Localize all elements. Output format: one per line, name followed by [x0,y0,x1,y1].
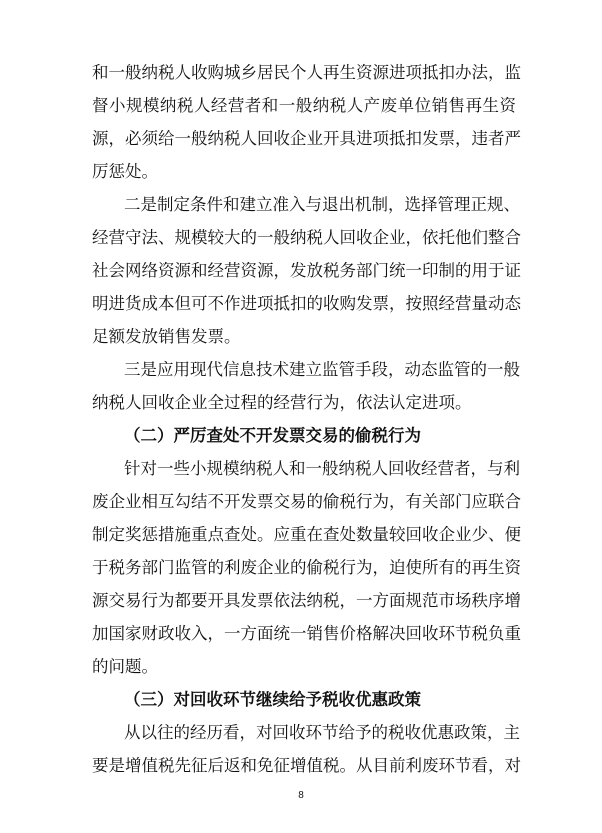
paragraph-line: 制定奖惩措施重点查处。应重在查处数量较回收企业少、便 [92,525,521,544]
paragraph-line: 经营守法、规模较大的一般纳税人回收企业，依托他们整合 [92,228,521,247]
paragraph-line: 于税务部门监管的利废企业的偷税行为，迫使所有的再生资 [92,558,521,577]
paragraph-line: 督小规模纳税人经营者和一般纳税人产废单位销售再生资 [92,96,516,115]
paragraph-line: 要是增值税先征后返和免征增值税。从目前利废环节看，对 [92,756,521,775]
section-heading: （二）严厉查处不开发票交易的偷税行为 [124,426,421,445]
paragraph-line: 源交易行为都要开具发票依法纳税，一方面规范市场秩序增 [92,591,521,610]
paragraph-line: 社会网络资源和经营资源，发放税务部门统一印制的用于证 [92,261,521,280]
paragraph-line: 三是应用现代信息技术建立监管手段，动态监管的一般 [124,360,520,379]
paragraph-line: 针对一些小规模纳税人和一般纳税人回收经营者，与利 [124,459,520,478]
paragraph-line: 从以往的经历看，对回收环节给予的税收优惠政策，主 [124,723,520,742]
section-heading: （三）对回收环节继续给予税收优惠政策 [124,690,421,709]
page-number: 8 [298,790,304,801]
paragraph-line: 厉惩处。 [92,162,158,181]
paragraph-line: 废企业相互勾结不开发票交易的偷税行为，有关部门应联合 [92,492,521,511]
paragraph-line: 加国家财政收入，一方面统一销售价格解决回收环节税负重 [92,624,521,643]
paragraph-line: 足额发放销售发票。 [92,327,241,346]
paragraph-line: 和一般纳税人收购城乡居民个人再生资源进项抵扣办法，监 [92,63,521,82]
paragraph-line: 明进货成本但可不作进项抵扣的收购发票，按照经营量动态 [92,294,521,313]
paragraph-line: 源，必须给一般纳税人回收企业开具进项抵扣发票，违者严 [92,129,521,148]
paragraph-line: 二是制定条件和建立准入与退出机制，选择管理正规、 [124,195,520,214]
paragraph-line: 纳税人回收企业全过程的经营行为，依法认定进项。 [92,393,472,412]
paragraph-line: 的问题。 [92,657,158,676]
